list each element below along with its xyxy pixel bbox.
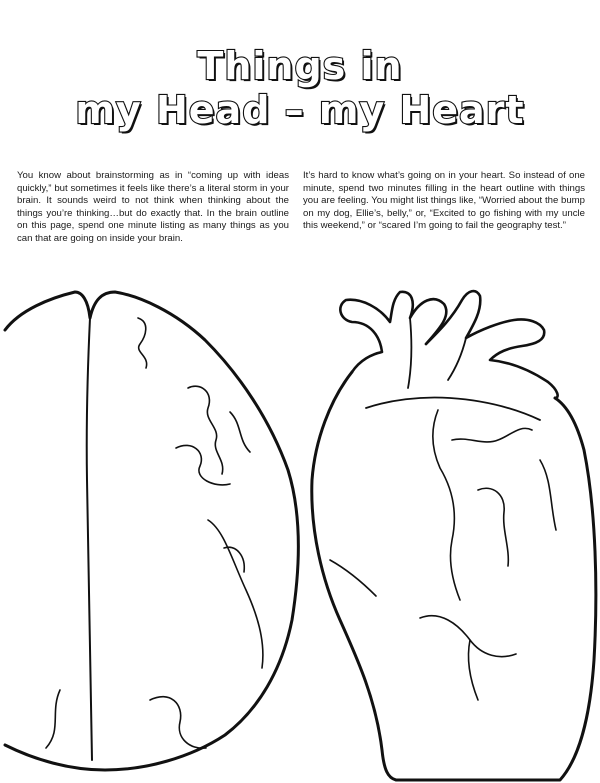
brain-instructions: You know about brainstorming as in “coming up with ideas quickly,” but sometimes it feels like there’s a literal storm in your brain. It sounds weird to not think when thinking about the things you’re thinking…but do exactly that. In the brain outline on this page, spend one minute listing as many things as you can that are going on inside your brain. [17, 170, 289, 244]
heart-instructions: It’s hard to know what’s going on in your heart. So instead of one minute, spend two minutes filling in the heart outline with things you are feeling. You might list things like, “Worried about the bump on my dog, Ellie’s, belly,” or, “Excited to go fishing with my uncle this weekend,” or “scared I’m going to fail the geography test.” [303, 170, 585, 232]
brain-outline[interactable] [5, 292, 298, 770]
title-line-1: Things in [197, 44, 403, 88]
heart-outline[interactable] [312, 291, 596, 780]
outline-artwork [0, 280, 600, 783]
page-title [0, 44, 600, 132]
title-line-2: my Head – my Heart [75, 88, 525, 132]
